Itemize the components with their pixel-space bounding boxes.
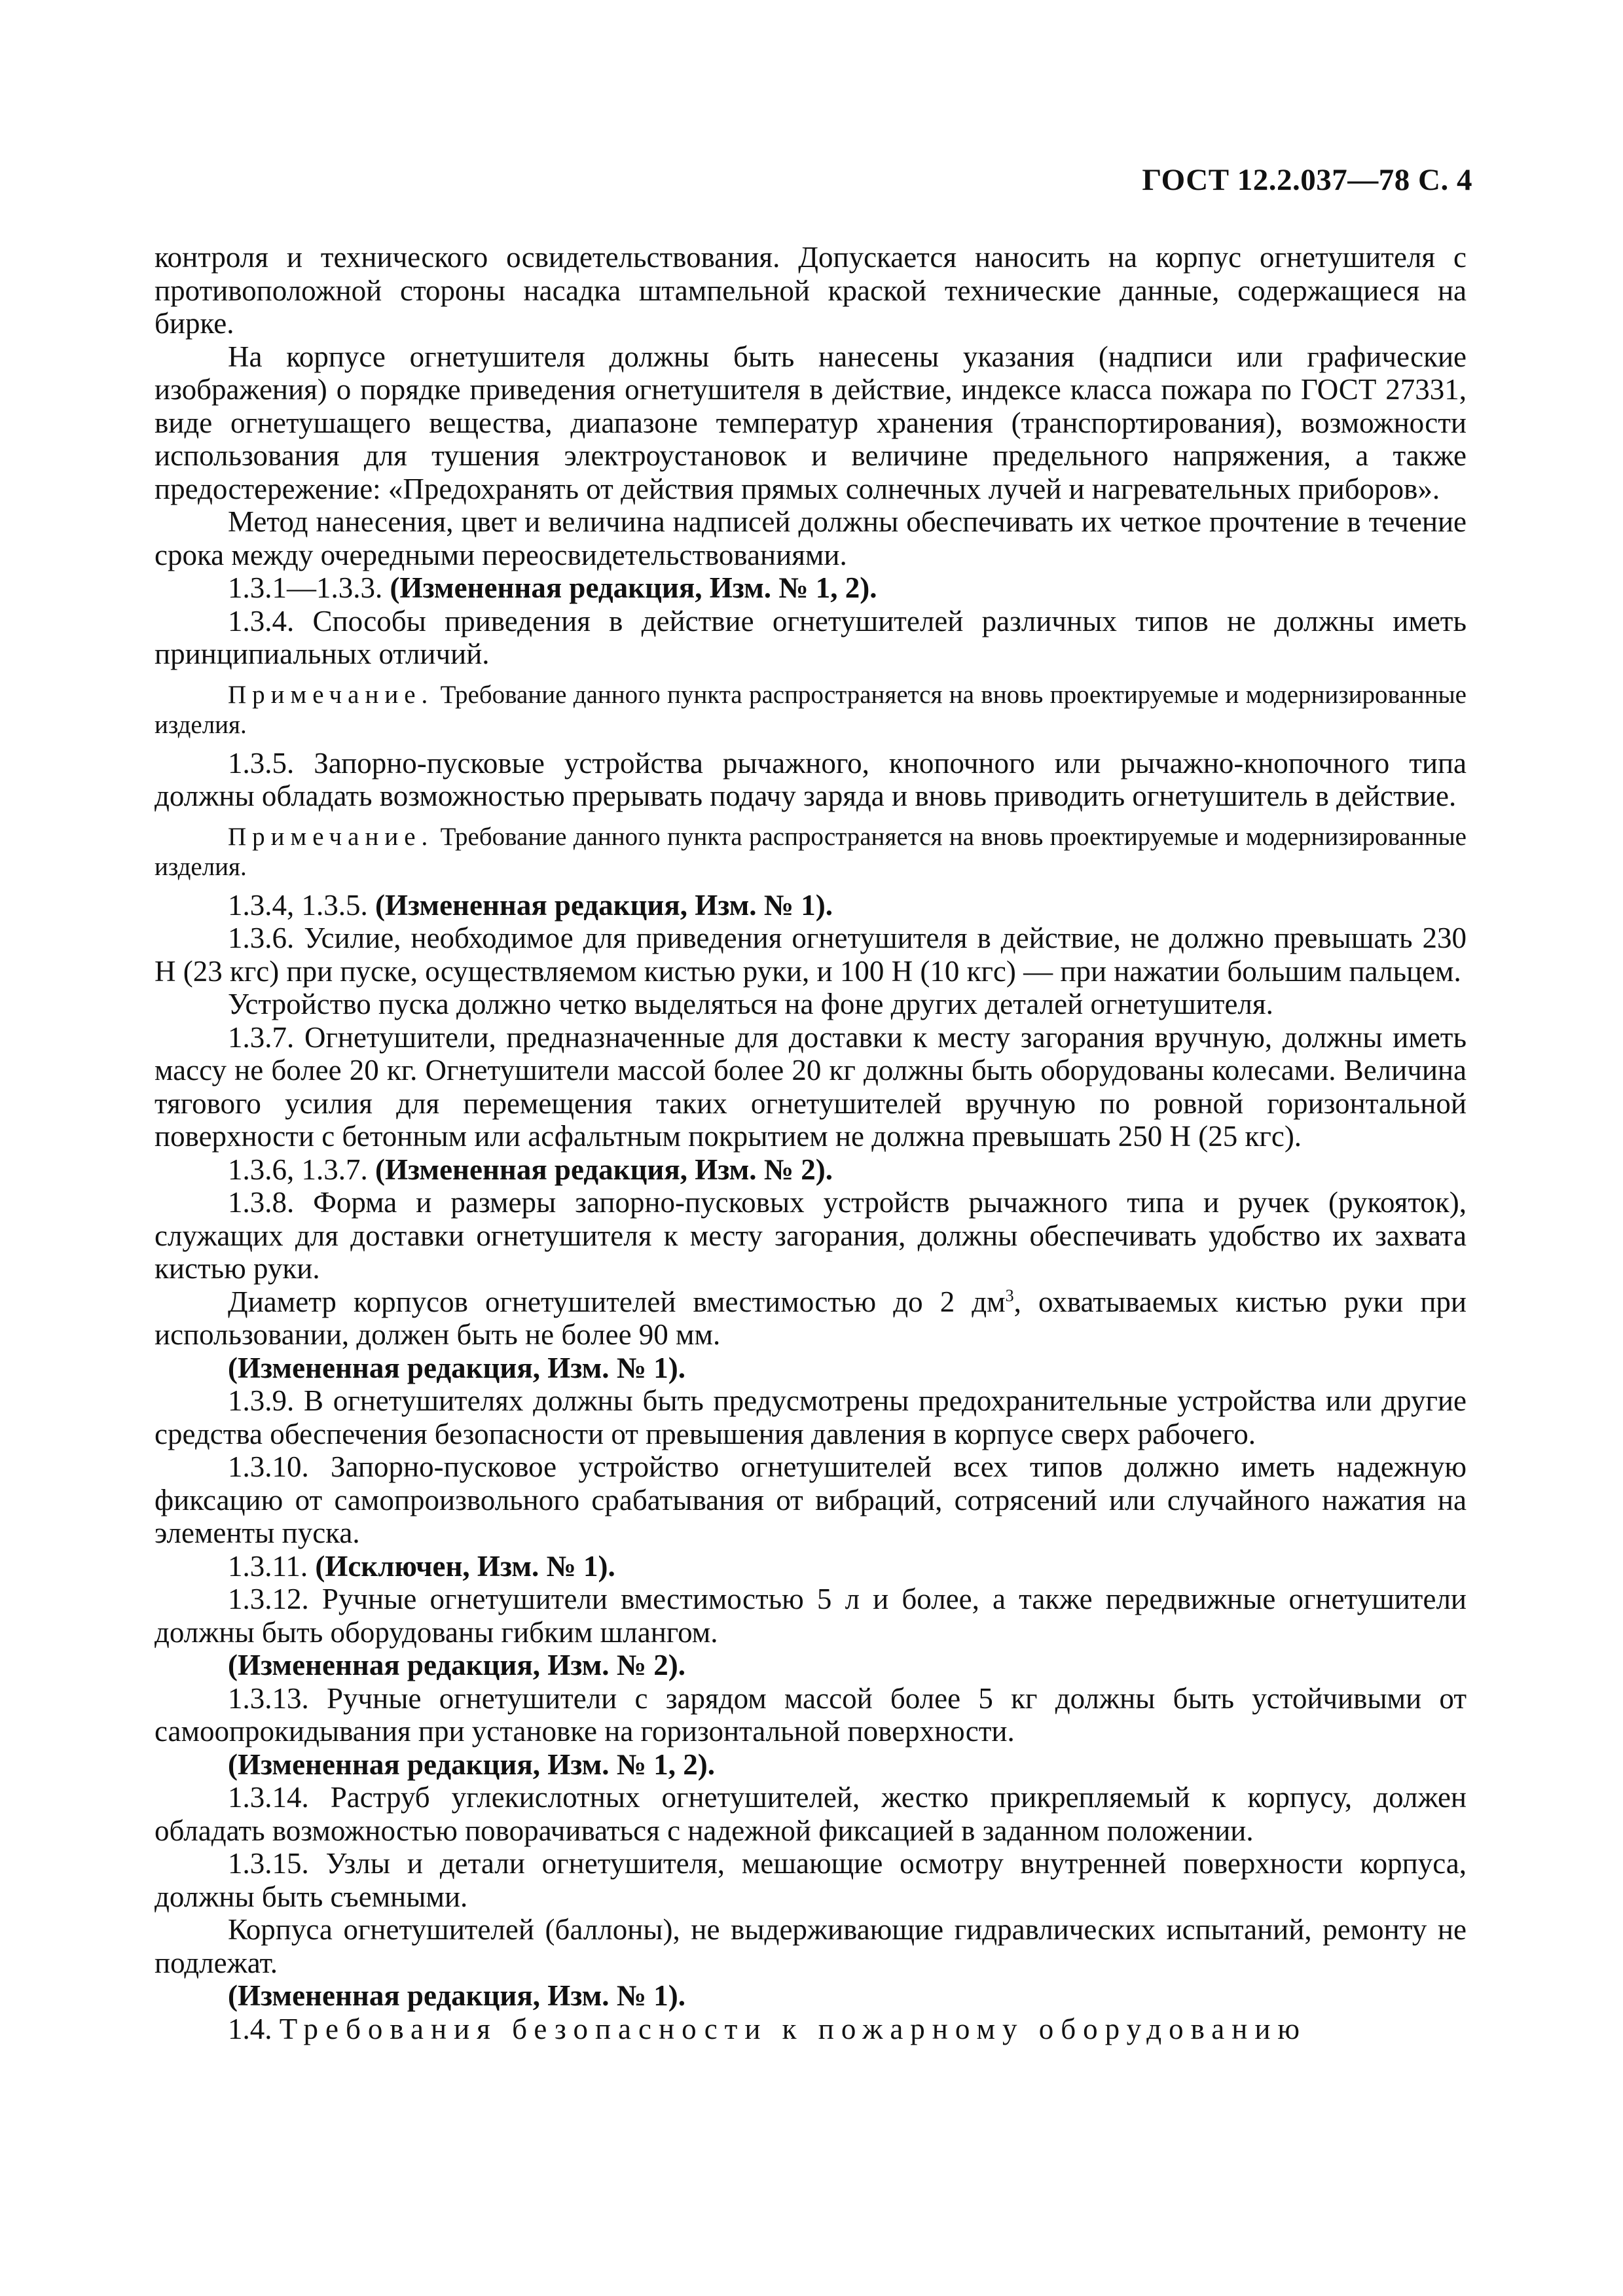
- paragraph: 1.3.13. Ручные огнетушители с зарядом массой более 5 кг должны быть устойчивыми от самоопрокидывания при установке на горизонтальной поверхности.: [155, 1681, 1467, 1748]
- paragraph: 1.3.5. Запорно-пусковые устройства рычажного, кнопочного или рычажно-кнопочного типа должны обладать возможностью прерывать подачу заряда и вновь приводить огнетушитель в действие.: [155, 746, 1467, 812]
- paragraph: 1.3.6. Усилие, необходимое для приведения огнетушителя в действие, не должно превышать 230 Н (23 кгс) при пуске, осуществляемом кистью руки, и 100 Н (10 кгс) — при нажатии большим пальцем.: [155, 922, 1467, 988]
- amendment-note: (Измененная редакция, Изм. № 2).: [228, 1649, 686, 1681]
- amendment-paragraph: [155, 571, 1467, 605]
- paragraph: Устройство пуска должно четко выделяться на фоне других деталей огнетушителя.: [228, 988, 1273, 1020]
- paragraph: 1.3.10. Запорно-пусковое устройство огнетушителей всех типов должно иметь надежную фиксацию от самопроизвольного срабатывания от вибраций, сотрясений или случайного нажатия на элементы пуска.: [155, 1450, 1467, 1549]
- amendment-note: (Измененная редакция, Изм. № 1).: [228, 1351, 686, 1384]
- superscript: 3: [1005, 1285, 1014, 1305]
- paragraph: Корпуса огнетушителей (баллоны), не выдерживающие гидравлических испытаний, ремонту не подлежат.: [155, 1913, 1467, 1979]
- note-label: Примечание.: [228, 680, 434, 709]
- note-text: Требование данного пункта распространяется на вновь проектируемые и модернизированные изделия.: [155, 822, 1467, 881]
- document-body: [155, 241, 1467, 2045]
- clause-number: 1.3.4, 1.3.5.: [228, 888, 368, 922]
- clause-number: 1.3.11.: [228, 1549, 308, 1583]
- paragraph: 1.3.15. Узлы и детали огнетушителя, мешающие осмотру внутренней поверхности корпуса, должны быть съемными.: [155, 1847, 1467, 1913]
- note-text: Требование данного пункта распространяется на вновь проектируемые и модернизированные изделия.: [155, 680, 1467, 739]
- paragraph: 1.3.7. Огнетушители, предназначенные для доставки к месту загорания вручную, должны иметь массу не более 20 кг. Огнетушители массой более 20 кг должны быть оборудованы колесами. Величина тягового усилия для перемещения таких огнетушителей вручную по ровной горизонтальной поверхности с бетонным или асфальтным покрытием не должна превышать 250 Н (25 кгс).: [155, 1020, 1467, 1153]
- paragraph: 1.3.4. Способы приведения в действие огнетушителей различных типов не должны иметь принципиальных отличий.: [155, 604, 1467, 670]
- page-header: ГОСТ 12.2.037—78 С. 4: [1142, 163, 1472, 197]
- note-label: Примечание.: [228, 822, 434, 851]
- amendment-note: (Измененная редакция, Изм. № 1).: [228, 1979, 686, 2012]
- paragraph: 1.3.14. Раструб углекислотных огнетушителей, жестко прикрепляемый к корпусу, должен обладать возможностью поворачиваться с надежной фиксацией в заданном положении.: [155, 1781, 1467, 1847]
- clause-number: 1.3.6, 1.3.7.: [228, 1153, 368, 1186]
- amendment-note: (Измененная редакция, Изм. № 1, 2).: [390, 571, 877, 604]
- text-span: Диаметр корпусов огнетушителей вместимостью до 2 дм: [228, 1285, 1006, 1318]
- text-span: , охватываемых кистью руки при использовании, должен быть не более 90 мм.: [155, 1285, 1467, 1351]
- amendment-paragraph: [155, 889, 1467, 922]
- amendment-note: (Исключен, Изм. № 1).: [315, 1549, 615, 1583]
- paragraph: [155, 1285, 1467, 1352]
- paragraph: На корпусе огнетушителя должны быть нанесены указания (надписи или графические изображения) о порядке приведения огнетушителя в действие, индексе класса пожара по ГОСТ 27331, виде огнетушащего вещества, диапазоне температур хранения (транспортирования), возможности использования для тушения электроустановок и величине предельного напряжения, а также предостережение: «Предохранять от действия прямых солнечных лучей и нагревательных приборов».: [155, 340, 1467, 505]
- clause-number: 1.4.: [228, 2012, 272, 2045]
- amendment-paragraph: [155, 1550, 1467, 1583]
- paragraph: 1.3.8. Форма и размеры запорно-пусковых устройств рычажного типа и ручек (рукояток), служащих для доставки огнетушителя к месту загорания, должны обеспечивать удобство их захвата кистью руки.: [155, 1186, 1467, 1285]
- paragraph: 1.3.9. В огнетушителях должны быть предусмотрены предохранительные устройства или другие средства обеспечения безопасности от превышения давления в корпусе сверх рабочего.: [155, 1384, 1467, 1450]
- amendment-note: (Измененная редакция, Изм. № 2).: [375, 1153, 833, 1186]
- paragraph: Метод нанесения, цвет и величина надписей должны обеспечивать их четкое прочтение в течение срока между очередными переосвидетельствованиями.: [155, 505, 1467, 571]
- clause-number: 1.3.1—1.3.3.: [228, 571, 383, 604]
- amendment-paragraph: [155, 1153, 1467, 1187]
- paragraph: 1.3.12. Ручные огнетушители вместимостью 5 л и более, а также передвижные огнетушители должны быть оборудованы гибким шлангом.: [155, 1583, 1467, 1649]
- paragraph: контроля и технического освидетельствования. Допускается наносить на корпус огнетушителя с противоположной стороны насадка штампельной краской технические данные, содержащиеся на бирке.: [155, 241, 1467, 340]
- note: [155, 680, 1467, 740]
- section-heading: [155, 2013, 1467, 2046]
- note: [155, 822, 1467, 882]
- section-title: Требования безопасности к пожарному оборудованию: [279, 2012, 1307, 2045]
- amendment-note: (Измененная редакция, Изм. № 1, 2).: [228, 1748, 716, 1781]
- amendment-note: (Измененная редакция, Изм. № 1).: [375, 888, 833, 922]
